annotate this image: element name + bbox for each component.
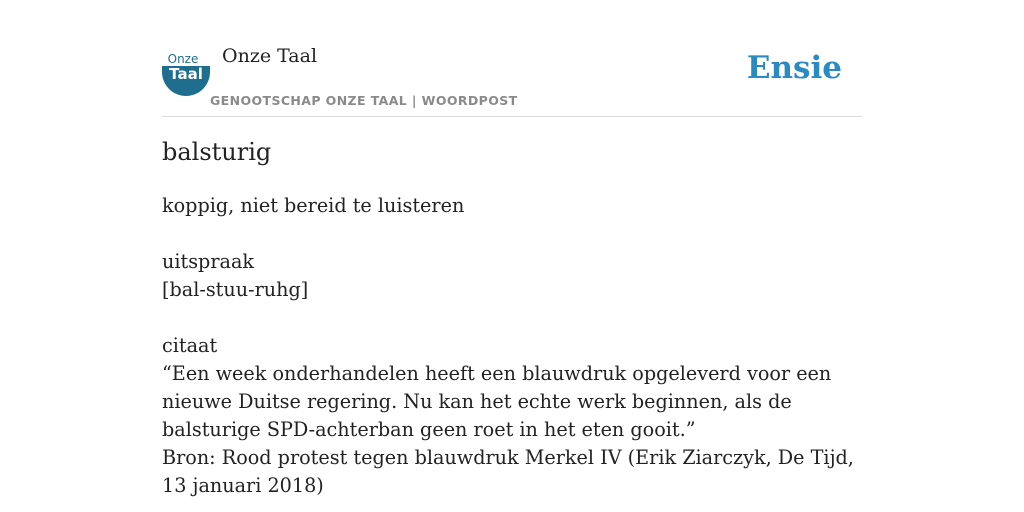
header <box>162 40 862 117</box>
quote-label: citaat <box>162 334 218 357</box>
quote-source: Bron: Rood protest tegen blauwdruk Merkel IV (Erik Ziarczyk, De Tijd, 13 januari 2018) <box>162 446 854 497</box>
entry-card <box>162 0 862 512</box>
definition: koppig, niet bereid te luisteren <box>162 194 465 217</box>
pronunciation-label: uitspraak <box>162 250 255 273</box>
entry-word: balsturig <box>162 138 272 166</box>
quote-text: “Een week onderhandelen heeft een blauwdruk opgeleverd voor een nieuwe Duitse regering. Nu kan het echte werk beginnen, als de balsturige SPD-achterban geen roet in het eten gooit.” <box>162 362 832 441</box>
brand-logo[interactable]: Ensie <box>746 50 842 86</box>
spacer <box>162 304 868 332</box>
logo-text-top: Onze <box>167 52 199 66</box>
logo-text-bottom: Taal <box>169 65 203 83</box>
entry-content <box>162 192 868 500</box>
site-subtitle: GENOOTSCHAP ONZE TAAL | WOORDPOST <box>210 93 518 108</box>
onze-taal-logo-icon[interactable] <box>162 52 210 96</box>
spacer <box>162 220 868 248</box>
pronunciation: [bal-stuu-ruhg] <box>162 278 309 301</box>
site-name[interactable]: Onze Taal <box>222 45 318 67</box>
